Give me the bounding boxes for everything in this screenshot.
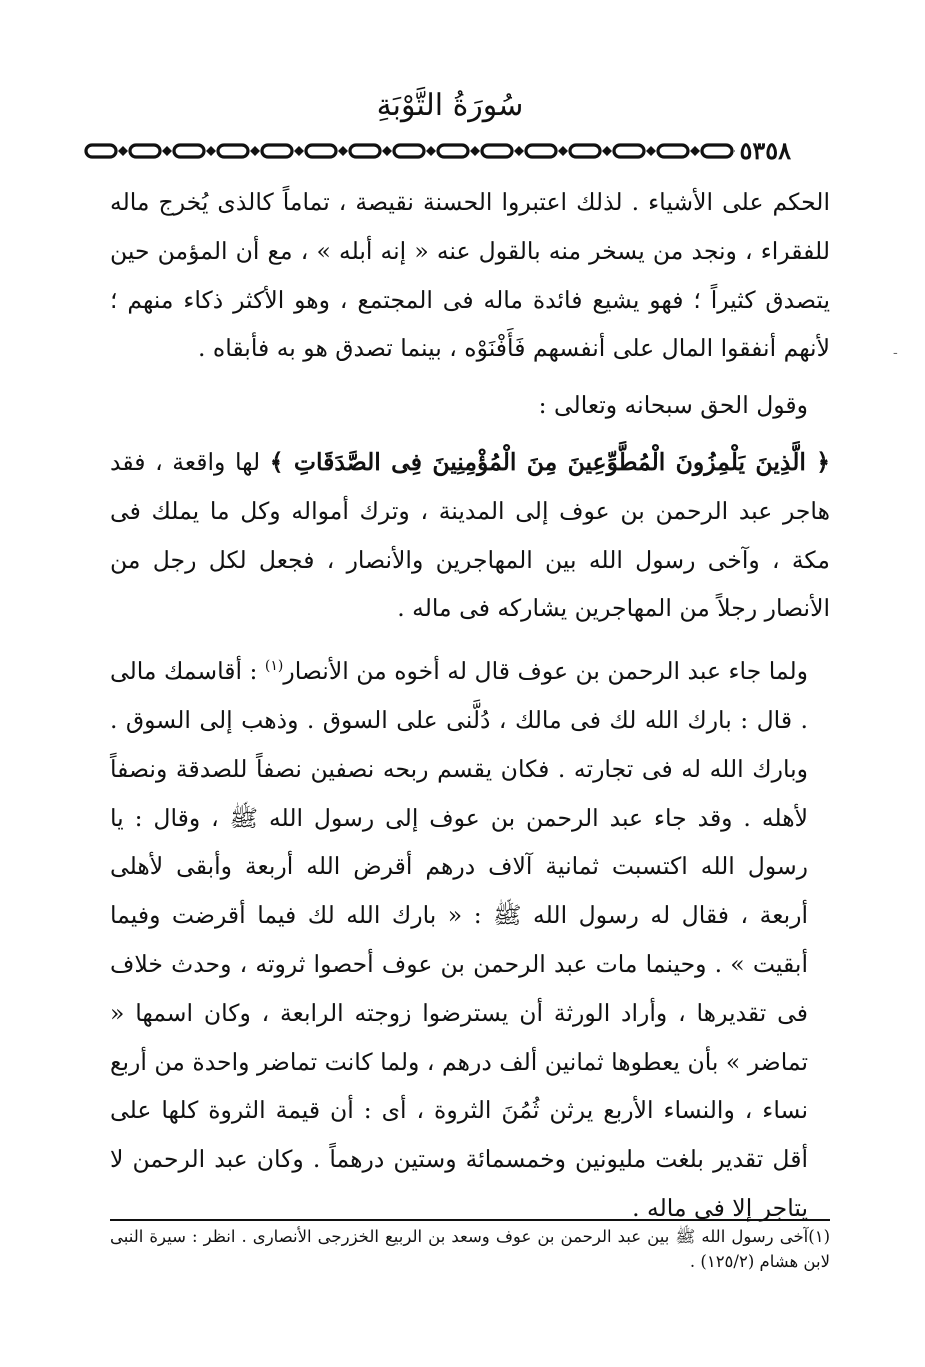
footnote-divider bbox=[110, 1219, 830, 1221]
quran-verse: ﴿ الَّذِينَ يَلْمِزُونَ الْمُطَّوِّعِينَ مِنَ الْمُؤْمِنِينَ فِى الصَّدَقَاتِ ﴾ bbox=[269, 447, 830, 476]
header-ornament-band bbox=[82, 136, 837, 166]
main-text bbox=[110, 178, 830, 1233]
paragraph-text: لها واقعة ، فقد هاجر عبد الرحمن بن عوف إلى المدينة ، وترك أمواله وكل ما يملك فى مكة ، وآخى رسول الله بين المهاجرين والأنصار ، فجعل لكل رجل من الأنصار رجلاً من المهاجرين يشاركه فى ماله . bbox=[110, 447, 830, 623]
margin-mark: - bbox=[893, 345, 898, 361]
ornament-chain-icon bbox=[82, 136, 772, 166]
surah-title: سُورَةُ التَّوْبَةِ bbox=[376, 88, 524, 123]
footnote: (١)آخى رسول الله ﷺ بين عبد الرحمن بن عوف وسعد بن الربيع الخزرجى الأنصارى . انظر : سيرة النبى لابن هشام (١٢٥/٢) . bbox=[110, 1227, 830, 1271]
footnote-reference: (١) bbox=[264, 658, 284, 675]
page-number: ٥٣٥٨ bbox=[735, 136, 795, 166]
paragraph: الحكم على الأشياء . لذلك اعتبروا الحسنة نقيصة ، تماماً كالذى يُخرج ماله للفقراء ، ونجد من يسخر منه بالقول عنه « إنه أبله » ، مع أن المؤمن حين يتصدق كثيراً ؛ فهو يشيع فائدة ماله فى المجتمع ، وهو الأكثر ذكاء منهم ؛ لأنهم أنفقوا المال على أنفسهم فَأَفْنَوْه ، بينما تصدق هو به فأبقاه . bbox=[110, 188, 830, 363]
paragraph bbox=[110, 438, 830, 633]
paragraph bbox=[110, 647, 830, 1233]
paragraph-text: ولما جاء عبد الرحمن بن عوف قال له أخوه من الأنصار bbox=[283, 657, 808, 686]
paragraph-text: : أقاسمك مالى . قال : بارك الله لك فى مالك ، دُلَّنى على السوق . وذهب إلى السوق . وبارك الله له فى تجارته . فكان يقسم ربحه نصفين نصفاً للصدقة ونصفاً لأهله . وقد جاء عبد الرحمن بن عوف إلى رسول الله ﷺ ، وقال : يا رسول الله اكتسبت ثمانية آلاف درهم أقرض الله أربعة وأبقى لأهلى أربعة ، فقال له رسول الله ﷺ : « بارك الله لك فيما أقرضت وفيما أبقيت » . وحينما مات عبد الرحمن بن عوف أحصوا ثروته ، وحدث خلاف فى تقديرها ، وأراد الورثة أن يسترضوا زوجته الرابعة ، وكان اسمها « تماضر » بأن يعطوها ثمانين ألف درهم ، ولما كانت تماضر واحدة من أربع نساء ، والنساء الأربع يرثن ثُمُنَ الثروة ، أى : أن قيمة الثروة كلها على أقل تقدير بلغت مليونين وخمسمائة وستين درهماً . وكان عبد الرحمن لا يتاجر إلا فى ماله . bbox=[110, 657, 808, 1222]
paragraph: وقول الحق سبحانه وتعالى : bbox=[538, 391, 808, 420]
